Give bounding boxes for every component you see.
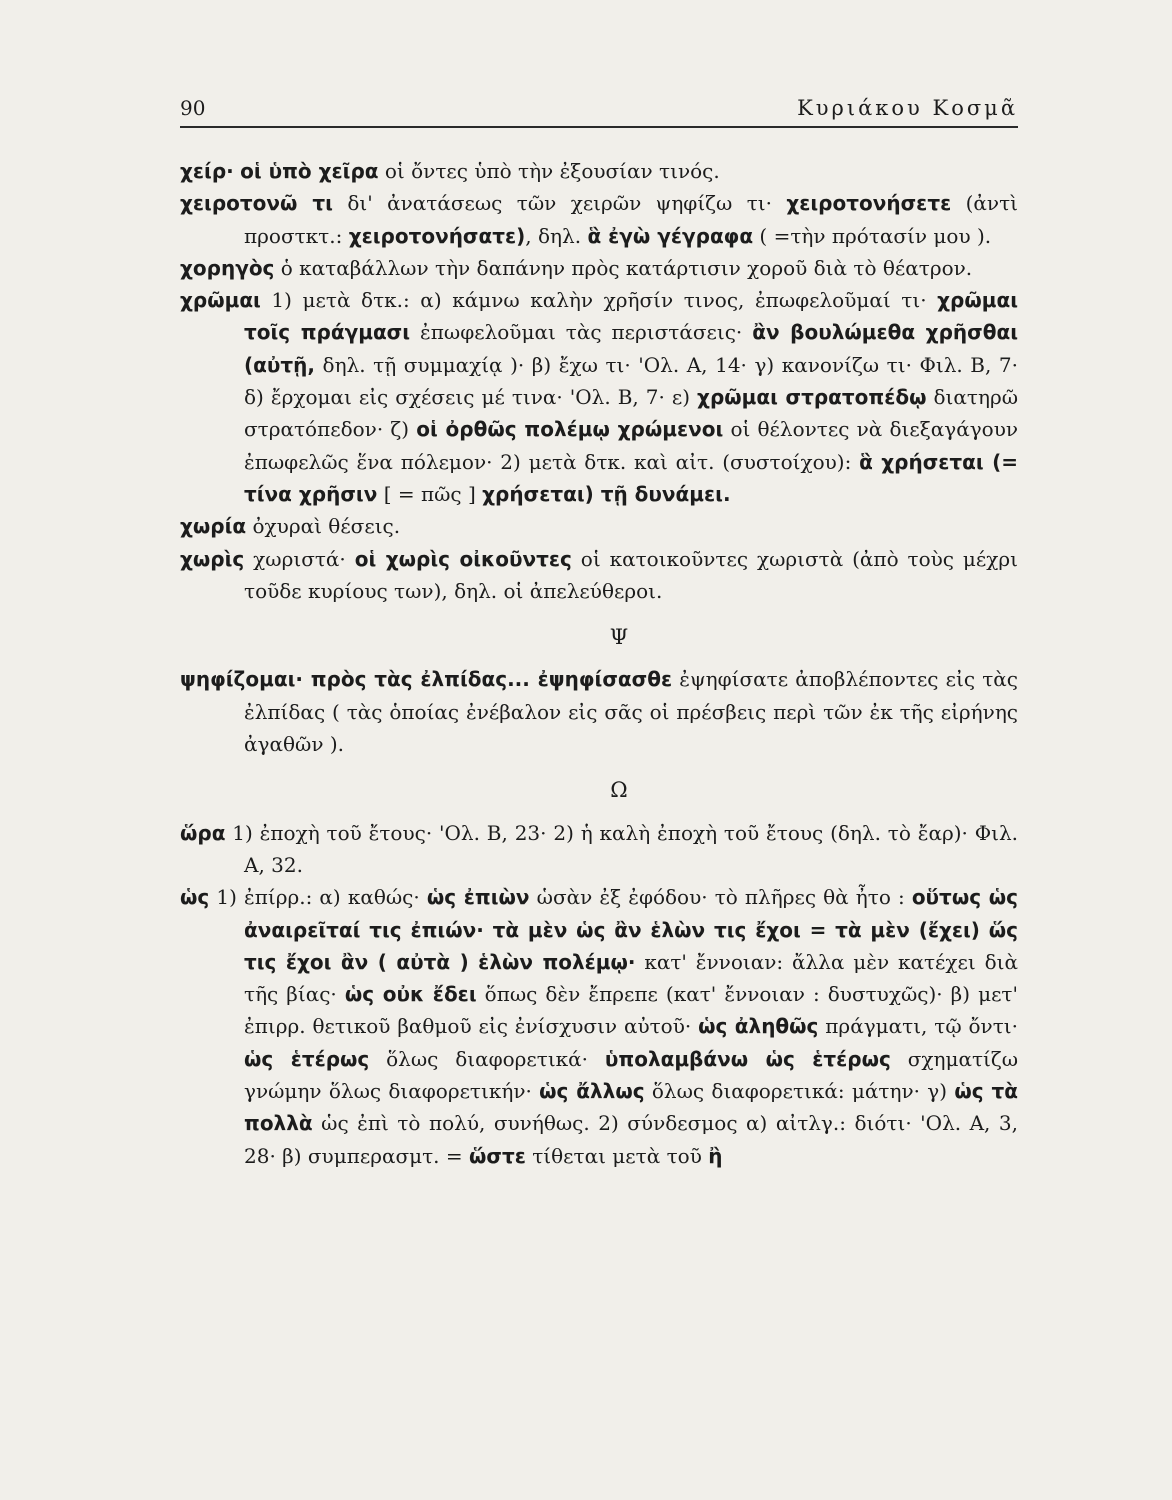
definition-text: χωριστά· bbox=[244, 546, 355, 571]
bold-phrase: χειροτονήσατε) bbox=[348, 223, 526, 248]
bold-phrase: οἱ χωρὶς οἰκοῦντες bbox=[354, 546, 572, 571]
bold-phrase: ὡς τὰ πολλὰ bbox=[244, 1079, 1018, 1136]
headword: ψηφίζομαι· πρὸς τὰς ἐλπίδας... ἐψηφίσασθε bbox=[180, 667, 673, 692]
header-rule bbox=[180, 126, 1018, 128]
section-letter-psi: Ψ bbox=[609, 625, 629, 650]
definition-text: [ = πῶς ] bbox=[377, 481, 483, 506]
page-header bbox=[180, 96, 1018, 128]
definition-text: ἐψηφίσατε ἀποβλέποντες εἰς τὰς ἐλπίδας ( τὰς ὁποίας ἐνέβαλον εἰς σᾶς οἱ πρέσβεις περὶ τῶν ἐκ τῆς εἰρήνης ἀγαθῶν ). bbox=[244, 667, 1018, 757]
definition-text: σχηματίζω γνώμην ὅλως διαφορετικήν· bbox=[244, 1046, 1019, 1104]
bold-phrase: ὡς ἑτέρως bbox=[244, 1046, 370, 1071]
entry-hora bbox=[180, 817, 1018, 882]
definition-text: 1) ἐπίρρ.: α) καθώς· bbox=[209, 885, 427, 910]
entry-choria bbox=[180, 510, 1018, 542]
bold-phrase: οὕτως ὡς ἀναιρεῖταί τις ἐπιών· τὰ μὲν ὡς ἂν ἑλὼν τις ἔχοι = τὰ μὲν (ἔχει) ὥς τις ἔχοι ἂν ( αὐτὰ ) ἑλὼν πολέμῳ· bbox=[244, 885, 1019, 974]
bold-phrase: χρῶμαι στρατοπέδῳ bbox=[697, 385, 927, 410]
bold-phrase: χρήσεται) τῇ δυνάμει. bbox=[482, 481, 731, 506]
bold-phrase: ὑπολαμβάνω ὡς ἑτέρως bbox=[604, 1046, 891, 1071]
running-title: Κυριάκου Κοσμᾶ bbox=[797, 96, 1018, 120]
definition-text: ὅλως διαφορετικά· bbox=[369, 1046, 605, 1071]
entry-chorigos bbox=[180, 252, 1018, 284]
definition-text: πράγματι, τῷ ὄντι· bbox=[818, 1014, 1018, 1039]
definition-text: ὁ καταβάλλων τὴν δαπάνην πρὸς κατάρτισιν χοροῦ διὰ τὸ θέατρον. bbox=[274, 255, 973, 280]
entry-psifizomai bbox=[180, 663, 1018, 760]
definition-text: τίθεται μετὰ τοῦ bbox=[525, 1143, 709, 1168]
definition-text: ( =τὴν πρότασίν μου ). bbox=[753, 223, 992, 248]
definition-text: ὀχυραὶ θέσεις. bbox=[246, 514, 401, 539]
headword: χειροτονῶ τι bbox=[180, 191, 333, 216]
headword: χορηγὸς bbox=[180, 255, 275, 280]
bold-phrase: ὡς ἄλλως bbox=[539, 1079, 645, 1104]
bold-phrase: ἃ ἐγὼ γέγραφα bbox=[587, 223, 754, 248]
headword: χωρία bbox=[180, 514, 247, 539]
definition-text: ἐπωφελοῦμαι τὰς περιστάσεις· bbox=[410, 320, 753, 345]
glossary-body bbox=[180, 155, 1018, 1172]
section-letter-omega: Ω bbox=[610, 778, 628, 803]
entry-hos bbox=[180, 881, 1018, 1172]
bold-phrase: ἂν βουλώμεθα χρῆσθαι (αὐτῇ, bbox=[244, 320, 1018, 377]
bold-phrase: ἢ bbox=[708, 1143, 723, 1168]
definition-text: οἱ θέλοντες νὰ διεξαγάγουν ἐπωφελῶς ἕνα πόλεμον· 2) μετὰ δτκ. καὶ αἰτ. (συστοίχου): bbox=[244, 417, 1019, 474]
page-number: 90 bbox=[180, 96, 206, 120]
definition-text: διατηρῶ στρατόπεδον· ζ) bbox=[244, 385, 1019, 442]
bold-phrase: ὡς ἀληθῶς bbox=[698, 1014, 819, 1039]
headword: χείρ· bbox=[180, 159, 234, 183]
bold-phrase: ὥστε bbox=[469, 1143, 526, 1168]
bold-phrase: ὡς οὐκ ἔδει bbox=[344, 982, 477, 1007]
headword: ὥρα bbox=[180, 820, 226, 845]
definition-text: ὅπως δὲν ἔπρεπε (κατ' ἔννοιαν : δυστυχῶς)· β) μετ' ἐπιρρ. θετικοῦ βαθμοῦ εἰς ἐνίσχυσιν αὐτοῦ· bbox=[244, 982, 1018, 1039]
definition-text: ὡς ἐπὶ τὸ πολύ, συνήθως. 2) σύνδεσμος α) αἰτλγ.: διότι· 'Ολ. Α, 3, 28· β) συμπερασμτ. = bbox=[244, 1111, 1018, 1168]
definition-text: ὅλως διαφορετικά: μάτην· γ) bbox=[644, 1079, 955, 1104]
bold-phrase: ἃ χρήσεται (= τίνα χρῆσιν bbox=[244, 449, 1018, 506]
bold-phrase: ὡς ἐπιὼν bbox=[426, 885, 530, 910]
headword: χωρὶς bbox=[180, 546, 245, 571]
entry-choris bbox=[180, 543, 1018, 608]
entry-chromai bbox=[180, 284, 1018, 510]
bold-phrase: χρῶμαι τοῖς πράγμασι bbox=[244, 288, 1018, 345]
definition-text: (ἀντὶ προστκτ.: bbox=[244, 191, 1018, 248]
entry-cheir bbox=[180, 155, 1018, 187]
headword: ὡς bbox=[180, 885, 210, 910]
definition-text: 1) μετὰ δτκ.: α) κάμνω καλὴν χρῆσίν τινος, ἐπωφελοῦμαί τι· bbox=[260, 288, 938, 313]
definition-text: οἱ ὄντες ὑπὸ τὴν ἐξουσίαν τινός. bbox=[378, 159, 720, 183]
bold-phrase: οἱ ὑπὸ χεῖρα bbox=[240, 159, 379, 183]
definition-text: ὡσὰν ἐξ ἐφόδου· τὸ πλῆρες θὰ ἦτο : bbox=[529, 885, 912, 910]
bold-phrase: οἱ ὀρθῶς πολέμῳ χρώμενοι bbox=[416, 417, 724, 442]
headword: χρῶμαι bbox=[180, 288, 261, 313]
entry-cheirotono bbox=[180, 187, 1018, 252]
definition-text: οἱ κατοικοῦντες χωριστὰ (ἀπὸ τοὺς μέχρι τοῦδε κυρίους των), δηλ. οἱ ἀπελεύθεροι. bbox=[244, 546, 1018, 603]
definition-text: , δηλ. bbox=[525, 223, 588, 248]
definition-text: κατ' ἔννοιαν: ἄλλα μὲν κατέχει διὰ τῆς βίας· bbox=[244, 949, 1018, 1007]
bold-phrase: χειροτονήσετε bbox=[786, 191, 952, 216]
definition-text: δι' ἀνατάσεως τῶν χειρῶν ψηφίζω τι· bbox=[332, 191, 787, 216]
definition-text: 1) ἐποχὴ τοῦ ἔτους· 'Ολ. Β, 23· 2) ἡ καλὴ ἐποχὴ τοῦ ἔτους (δηλ. τὸ ἔαρ)· Φιλ. Α, 32. bbox=[225, 820, 1018, 877]
definition-text: δηλ. τῇ συμμαχίᾳ )· β) ἔχω τι· 'Ολ. Α, 14· γ) κανονίζω τι· Φιλ. Β, 7· δ) ἔρχομαι εἰς σχέσεις μέ τινα· 'Ολ. Β, 7· ε) bbox=[244, 352, 1018, 410]
